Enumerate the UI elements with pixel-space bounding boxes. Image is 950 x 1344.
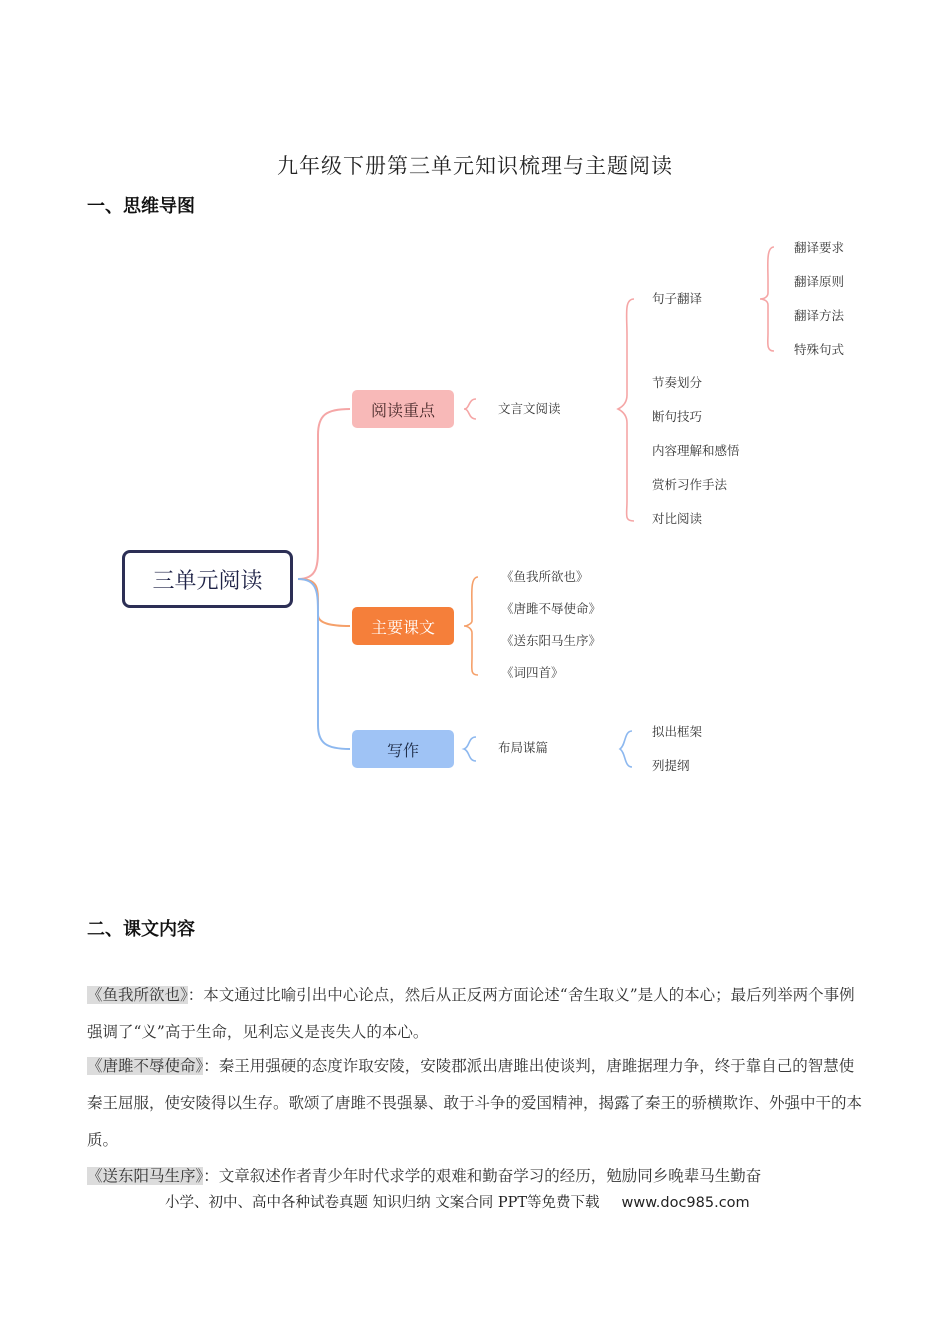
root-node: 三单元阅读 (122, 550, 293, 608)
mind-map (0, 225, 950, 805)
paragraph-title: 《唐雎不辱使命》 (87, 1057, 204, 1075)
paragraph-title: 《送东阳马生序》 (87, 1167, 204, 1185)
paragraph-tangju (87, 1048, 863, 1159)
paragraph-title: 《鱼我所欲也》 (87, 986, 188, 1004)
brace-wenyan (618, 299, 634, 521)
footer-text: 小学、初中、高中各种试卷真题 知识归纳 文案合同 PPT等免费下载 (165, 1195, 600, 1211)
node-comprehension: 内容理解和感悟 (652, 443, 740, 458)
node-text-1: 《鱼我所欲也》 (501, 569, 589, 584)
node-translation-principle: 翻译原则 (794, 274, 845, 289)
footer-site-link[interactable]: www.doc985.com (621, 1195, 750, 1211)
paragraph-text: ：秦王用强硬的态度诈取安陵，安陵郡派出唐雎出使谈判，唐雎据理力争，终于靠自己的智慧使秦王屈服，使安陵得以生存。歌颂了唐雎不畏强暴、敢于斗争的爱国精神，揭露了秦王的骄横欺诈、外强中干的本质。 (87, 1057, 863, 1149)
brace-translation (760, 247, 774, 351)
category-writing: 写作 (352, 730, 454, 768)
section-heading-texts: 二、课文内容 (87, 919, 195, 940)
paragraph-yuwosuoyuye (87, 977, 863, 1051)
node-technique: 赏析习作手法 (652, 477, 728, 492)
brace-buju (620, 731, 632, 767)
paragraph-text: ：本文通过比喻引出中心论点，然后从正反两方面论述“舍生取义”是人的本心；最后列举两个事例强调了“义”高于生命，见利忘义是丧失人的本心。 (87, 986, 855, 1041)
brace-texts (464, 577, 478, 675)
brace-writing (464, 737, 476, 761)
node-layout: 布局谋篇 (498, 740, 549, 755)
category-texts: 主要课文 (352, 607, 454, 645)
node-outline: 列提纲 (652, 758, 690, 773)
node-translation-method: 翻译方法 (794, 308, 845, 323)
node-text-4: 《词四首》 (501, 665, 564, 680)
category-reading: 阅读重点 (352, 390, 454, 428)
connector-reading (298, 409, 350, 579)
paragraph-text: ：文章叙述作者青少年时代求学的艰难和勤奋学习的经历，勉励同乡晚辈马生勤奋 (203, 1167, 762, 1185)
paragraph-songdongyang (87, 1158, 863, 1195)
node-wenyan-reading: 文言文阅读 (498, 401, 561, 416)
node-sentence-translation: 句子翻译 (652, 291, 703, 306)
node-rhythm: 节奏划分 (652, 375, 703, 390)
node-text-2: 《唐雎不辱使命》 (501, 601, 602, 616)
connector-texts (298, 579, 350, 626)
page-footer (165, 1191, 750, 1212)
node-translation-requirement: 翻译要求 (794, 240, 845, 255)
node-punctuation: 断句技巧 (652, 409, 703, 424)
node-framework: 拟出框架 (652, 724, 703, 739)
document-title: 九年级下册第三单元知识梳理与主题阅读 (277, 154, 673, 178)
node-special-sentence: 特殊句式 (794, 342, 845, 357)
brace-reading (464, 399, 476, 419)
connector-writing (298, 579, 350, 749)
node-comparison: 对比阅读 (652, 511, 703, 526)
section-heading-mindmap: 一、思维导图 (87, 196, 195, 217)
node-text-3: 《送东阳马生序》 (501, 633, 602, 648)
